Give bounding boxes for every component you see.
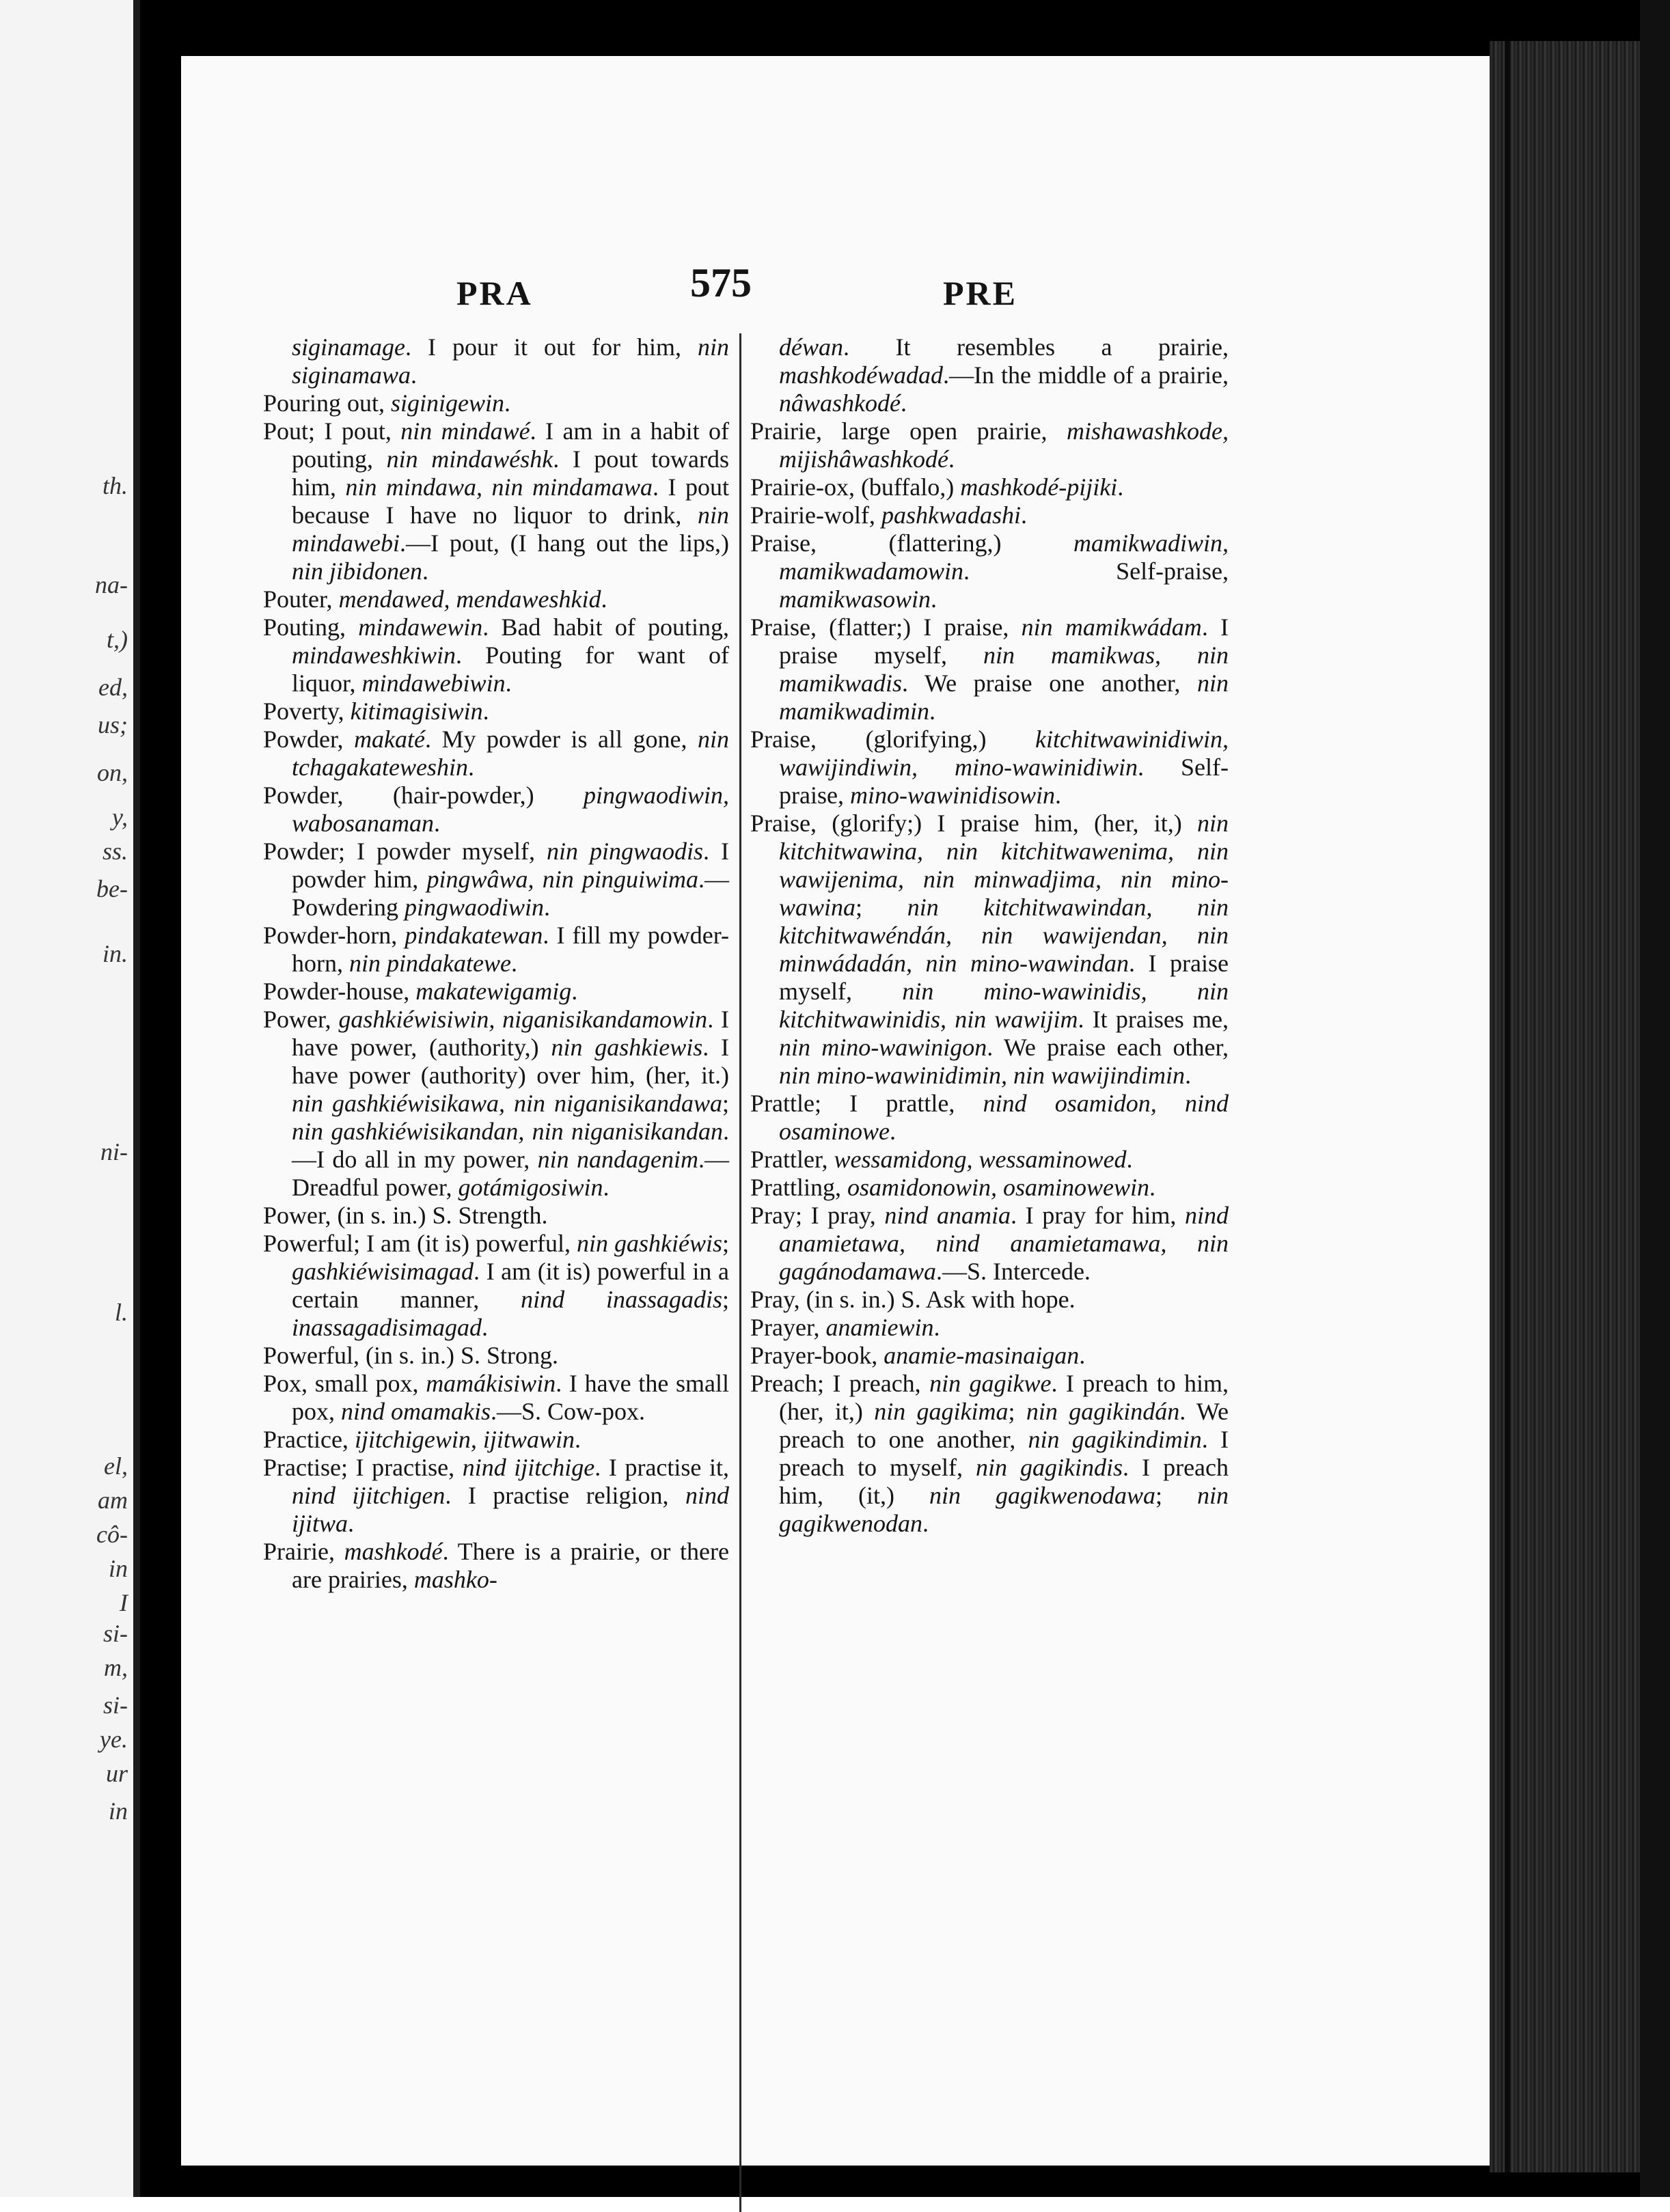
dictionary-entry: Pray, (in s. in.) S. Ask with hope. [750, 1286, 1076, 1313]
book-gutter [140, 0, 181, 2197]
dictionary-entry: Practice, ijitchigewin, ijitwawin. [263, 1426, 581, 1453]
dictionary-entry: Powder-house, makatewigamig. [263, 978, 578, 1005]
previous-page-text-fragment: l. [114, 1299, 128, 1326]
dictionary-entry: déwan. It resembles a prairie, mashkodéwadad.—In the middle of a prairie, nâwashkodé. [779, 333, 1229, 417]
previous-page-text-fragment: cô- [96, 1521, 128, 1548]
previous-page-text-fragment: ss. [102, 838, 128, 865]
previous-page-text-fragment: na- [95, 571, 128, 598]
page-number: 575 [690, 260, 752, 305]
dictionary-entry: Praise, (flatter;) I praise, nin mamikwádam. I praise myself, nin mamikwas, nin mamikwadis. We praise one another, nin mamikwadimin. [750, 613, 1229, 725]
dictionary-entry: Prattle; I prattle, nind osamidon, nind osaminowe. [750, 1090, 1229, 1145]
dictionary-entry: Poverty, kitimagisiwin. [263, 697, 489, 725]
previous-page-text-fragment: us; [98, 711, 128, 738]
dictionary-entry: Praise, (glorify;) I praise him, (her, it,) nin kitchitwawina, nin kitchitwawenima, nin wawijenima, nin minwadjima, nin mino-wawina; nin kitchitwawindan, nin kitchitwawéndán, nin wawijendan, nin minwádadán, nin mino-wawindan. I praise myself, nin mino-wawinidis, nin kitchitwawinidis, nin wawijim. It praises me, nin mino-wawinigon. We praise each other, nin mino-wawinidimin, nin wawijindimin. [750, 810, 1229, 1089]
previous-page-text-fragment: in [108, 1555, 128, 1582]
previous-page-text-fragment: m, [104, 1654, 128, 1681]
previous-page-text-fragment: ed, [98, 674, 128, 701]
previous-page-text-fragment: t,) [107, 626, 128, 653]
dictionary-entry: Practise; I practise, nind ijitchige. I practise it, nind ijitchigen. I practise religion, nind ijitwa. [263, 1454, 730, 1537]
dictionary-entry: Prayer-book, anamie-masinaigan. [750, 1342, 1086, 1369]
dictionary-entry: Prairie, large open prairie, mishawashkode, mijishâwashkodé. [750, 417, 1229, 473]
running-head-left: PRA [456, 274, 533, 312]
dictionary-entry: Powerful, (in s. in.) S. Strong. [263, 1342, 558, 1369]
previous-page-text-fragment: am [98, 1487, 128, 1514]
running-head-right: PRE [943, 274, 1017, 312]
previous-page-text-fragment: y, [112, 803, 128, 831]
dictionary-entry: Pouter, mendawed, mendaweshkid. [263, 585, 607, 613]
dictionary-entry: Powder; I powder myself, nin pingwaodis. I powder him, pingwâwa, nin pinguiwima.—Powdering pingwaodiwin. [263, 838, 730, 921]
dictionary-entry: Powder, makaté. My powder is all gone, nin tchagakateweshin. [263, 725, 730, 781]
dictionary-entry: siginamage. I pour it out for him, nin siginamawa. [292, 333, 729, 389]
right-column [750, 333, 1229, 1538]
dictionary-entry: Pout; I pout, nin mindawé. I am in a habit of pouting, nin mindawéshk. I pout towards him, nin mindawa, nin mindamawa. I pout because I have no liquor to drink, nin mindawebi.—I pout, (I hang out the lips,) nin jibidonen. [263, 417, 730, 585]
previous-page-text-fragment: si- [103, 1691, 128, 1719]
dictionary-entry: Prayer, anamiewin. [750, 1314, 940, 1341]
previous-page-text-fragment: in [108, 1797, 128, 1825]
previous-page-text-fragment: in. [102, 940, 128, 967]
dictionary-entry: Prattler, wessamidong, wessaminowed. [750, 1146, 1133, 1173]
dictionary-entry: Preach; I preach, nin gagikwe. I preach to him, (her, it,) nin gagikima; nin gagikindán. We preach to one another, nin gagikindimin. I preach to myself, nin gagikindis. I preach him, (it,) nin gagikwenodawa; nin gagikwenodan. [750, 1370, 1229, 1537]
previous-page-text-fragment: ni- [100, 1138, 128, 1165]
dictionary-entry: Pouting, mindawewin. Bad habit of pouting, mindaweshkiwin. Pouting for want of liquor, mindawebiwin. [263, 613, 730, 697]
dictionary-entry: Prattling, osamidonowin, osaminowewin. [750, 1174, 1156, 1201]
dictionary-entry: Pray; I pray, nind anamia. I pray for him, nind anamietawa, nind anamietamawa, nin gagánodamawa.—S. Intercede. [750, 1202, 1229, 1285]
previous-page-text-fragment: be- [96, 875, 128, 902]
dictionary-entry: Prairie-wolf, pashkwadashi. [750, 501, 1027, 529]
previous-page-text-fragment: I [120, 1589, 128, 1616]
previous-page-text-fragment: el, [104, 1452, 128, 1480]
previous-page-text-fragment: ye. [100, 1726, 128, 1753]
dictionary-entry: Pouring out, siginigewin. [263, 389, 511, 417]
dictionary-entry: Powder, (hair-powder,) pingwaodiwin, wabosanaman. [263, 782, 729, 837]
left-column [263, 333, 729, 1594]
dictionary-entry: Powerful; I am (it is) powerful, nin gashkiéwis; gashkiéwisimagad. I am (it is) powerful in a certain manner, nind inassagadis; inassagadisimagad. [263, 1230, 729, 1341]
dictionary-entry: Praise, (flattering,) mamikwadiwin, mamikwadamowin. Self-praise, mamikwasowin. [750, 529, 1229, 613]
previous-page-edge [0, 0, 140, 2197]
scan-top-border [140, 0, 1670, 56]
dictionary-entry: Power, (in s. in.) S. Strength. [263, 1202, 548, 1229]
previous-page-text-fragment: ur [105, 1760, 128, 1787]
scan-right-border [1640, 0, 1670, 2197]
previous-page-text-fragment: on, [97, 759, 128, 786]
dictionary-entry: Praise, (glorifying,) kitchitwawinidiwin, wawijindiwin, mino-wawinidiwin. Self-praise, mino-wawinidisowin. [750, 725, 1229, 809]
column-divider [739, 333, 741, 2212]
dictionary-entry: Powder-horn, pindakatewan. I fill my powder-horn, nin pindakatewe. [263, 922, 729, 977]
previous-page-text-fragment: si- [103, 1620, 128, 1647]
previous-page-text-fragment: th. [102, 472, 128, 499]
dictionary-entry: Pox, small pox, mamákisiwin. I have the small pox, nind omamakis.—S. Cow-pox. [263, 1370, 730, 1425]
scan-bottom-border [140, 2166, 1670, 2197]
dictionary-entry: Prairie-ox, (buffalo,) mashkodé-pijiki. [750, 473, 1124, 501]
dictionary-entry: Power, gashkiéwisiwin, niganisikandamowin. I have power, (authority,) nin gashkiewis. I have power (authority) over him, (her, it.) nin gashkiéwisikawa, nin niganisikandawa; nin gashkiéwisikandan, nin niganisikandan.—I do all in my power, nin nandagenim.—Dreadful power, gotámigosiwin. [263, 1006, 729, 1201]
dictionary-entry: Prairie, mashkodé. There is a prairie, or there are prairies, mashko- [263, 1538, 729, 1593]
